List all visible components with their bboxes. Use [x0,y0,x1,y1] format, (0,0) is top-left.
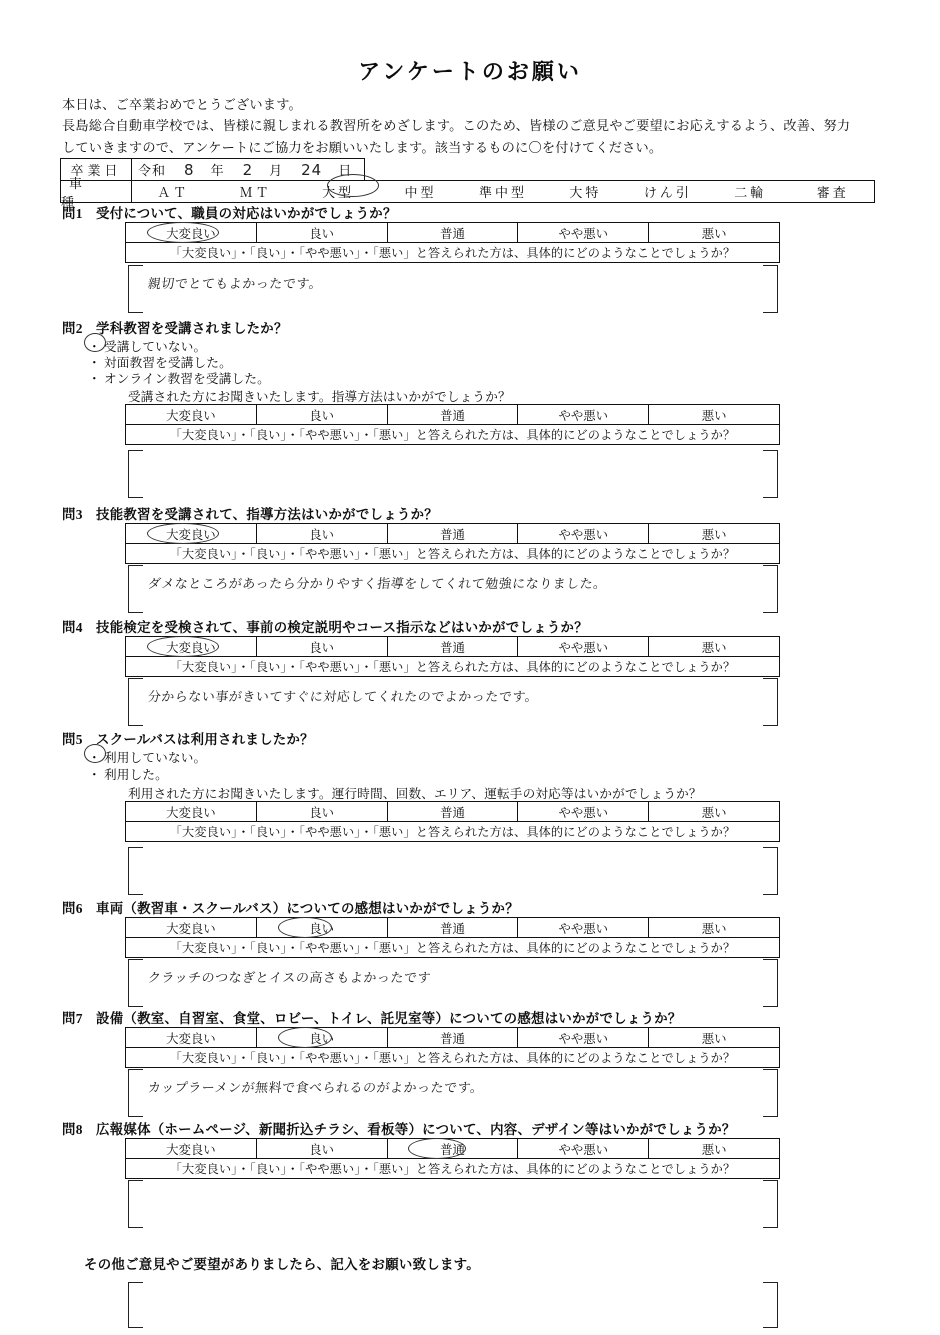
question-4-heading [62,617,588,636]
question-5-rating-table [125,801,780,842]
rating-option-somewhat-bad[interactable]: やや悪い [518,918,649,937]
vehicle-option-ogata[interactable]: 大型 [322,185,355,200]
rating-option-average[interactable]: 普通 [388,405,519,424]
followup-note: 「大変良い」・「良い」・「やや悪い」・「悪い」と答えられた方は、具体的にどのようなことでしょうか？ [126,1158,779,1178]
month-unit: 月 [269,163,284,178]
rating-option-good[interactable]: 良い [257,524,388,543]
rating-option-good[interactable]: 良い [257,802,388,821]
question-1-comment-box[interactable] [128,265,778,311]
rating-option-somewhat-bad[interactable]: やや悪い [518,524,649,543]
era-label: 令和 [138,163,167,178]
rating-options-row [126,802,779,821]
bracket-left [128,450,143,498]
question-5-text: スクールバスは利用されましたか？ [96,732,314,747]
day-value: 24 [301,160,323,179]
rating-option-good[interactable]: 良い [257,223,388,242]
vehicle-option-chugata[interactable]: 中型 [404,185,437,200]
question-2-choice-3-marker[interactable]: ・ [88,372,101,386]
year-value: 8 [184,160,195,179]
question-3-heading [62,504,438,523]
year-unit: 年 [210,163,225,178]
rating-option-good[interactable]: 良い [257,1028,388,1047]
rating-options-row [126,1028,779,1047]
rating-option-bad[interactable]: 悪い [701,408,727,423]
rating-option-somewhat-bad[interactable]: やや悪い [518,1139,649,1158]
bracket-right [763,1069,778,1117]
bracket-left [128,1069,143,1117]
vehicle-option-mt[interactable]: ＭＴ [239,185,272,200]
question-4-rating-table [125,636,780,677]
intro-line-1: 本日は、ご卒業おめでとうございます。 [62,97,302,112]
question-7-text: 設備（教室、自習室、食堂、ロビー、トイレ、託児室等）についての感想はいかがでしょうか？ [96,1011,682,1026]
question-1-answer: 親切でとてもよかったです。 [147,277,324,292]
intro-line-2: 長島総合自動車学校では、皆様に親しまれる教習所をめざします。このため、皆様のご意見やご要望にお応えするよう、改善、努力 [62,118,851,134]
rating-option-very-good[interactable]: 大変良い [126,918,257,937]
question-8-comment-box[interactable] [128,1180,778,1226]
question-1-heading [62,203,397,222]
rating-option-very-good[interactable]: 大変良い [126,524,257,543]
graduation-date-value [132,159,364,180]
question-2-choice-1[interactable]: 受講していない。 [104,340,207,354]
other-comments-label: その他ご意見やご要望がありましたら、記入をお願い致します。 [84,1257,480,1272]
rating-option-bad[interactable]: 悪い [701,1142,727,1157]
rating-option-good[interactable]: 良い [257,918,388,937]
question-2-choice-3[interactable]: オンライン教習を受講した。 [104,372,270,386]
bracket-right [763,847,778,895]
followup-note: 「大変良い」・「良い」・「やや悪い」・「悪い」と答えられた方は、具体的にどのようなことでしょうか？ [126,543,779,563]
rating-options-row [126,223,779,242]
bracket-right [763,1282,778,1328]
question-5-choice-1[interactable]: 利用していない。 [104,751,207,765]
followup-note: 「大変良い」・「良い」・「やや悪い」・「悪い」と答えられた方は、具体的にどのようなことでしょうか？ [126,656,779,676]
rating-option-bad[interactable]: 悪い [701,921,727,936]
bracket-left [128,678,143,726]
rating-option-bad[interactable]: 悪い [701,1031,727,1046]
vehicle-option-kenin[interactable]: けん引 [643,185,692,200]
question-1-text: 受付について、職員の対応はいかがでしょうか？ [96,206,397,221]
question-3-number: 問3 [62,507,83,522]
question-2-choice-1-marker[interactable]: ・ [88,340,101,354]
followup-note: 「大変良い」・「良い」・「やや悪い」・「悪い」と答えられた方は、具体的にどのようなことでしょうか？ [126,424,779,444]
question-4-text: 技能検定を受検されて、事前の検定説明やコース指示などはいかがでしょうか？ [96,620,588,635]
question-4-answer: 分からない事がきいてすぐに対応してくれたのでよかったです。 [147,690,540,705]
question-5-choice-1-marker[interactable]: ・ [88,751,101,765]
rating-option-good[interactable]: 良い [257,405,388,424]
question-5-comment-box[interactable] [128,847,778,893]
question-3-rating-table [125,523,780,564]
question-6-number: 問6 [62,901,83,916]
question-6-heading [62,898,519,917]
bracket-left [128,265,143,313]
question-3-answer: ダメなところがあったら分かりやすく指導をしてくれて勉強になりました。 [147,577,608,592]
header-table [60,158,875,210]
bracket-right [763,959,778,1007]
rating-option-average[interactable]: 普通 [388,223,519,242]
question-4-number: 問4 [62,620,83,635]
intro-paragraph [62,94,872,158]
vehicle-option-daitoku[interactable]: 大特 [569,185,602,200]
intro-line-3: していきますので、アンケートにご協力をお願いいたします。該当するものに〇を付けてください。 [62,139,663,155]
question-2-choice-2[interactable]: 対面教習を受講した。 [104,356,232,370]
question-2-rating-table [125,404,780,445]
question-8-rating-table [125,1138,780,1179]
vehicle-option-at[interactable]: ＡＴ [157,185,190,200]
question-8-number: 問8 [62,1122,83,1137]
rating-option-bad[interactable]: 悪い [701,226,727,241]
month-value: 2 [242,160,254,179]
bracket-left [128,1180,143,1228]
rating-option-very-good[interactable]: 大変良い [126,637,257,656]
vehicle-type-row [60,175,875,210]
rating-options-row [126,1139,779,1158]
bracket-right [763,265,778,313]
bracket-right [763,450,778,498]
question-7-number: 問7 [62,1011,83,1026]
rating-option-somewhat-bad[interactable]: やや悪い [518,802,649,821]
question-6-text: 車両（教習車・スクールバス）についての感想はいかがでしょうか？ [96,901,519,916]
bracket-left [128,565,143,613]
rating-option-average[interactable]: 普通 [388,918,519,937]
question-6-rating-table [125,917,780,958]
rating-option-average[interactable]: 普通 [388,802,519,821]
question-3-comment-box[interactable] [128,565,778,611]
page-title: アンケートのお願い [358,59,582,84]
other-comments-box[interactable] [128,1282,778,1326]
bracket-right [763,1180,778,1228]
question-7-heading [62,1008,682,1027]
rating-option-bad[interactable]: 悪い [701,527,727,542]
rating-option-bad[interactable]: 悪い [701,805,727,820]
rating-option-somewhat-bad[interactable]: やや悪い [518,637,649,656]
question-2-comment-box[interactable] [128,450,778,496]
rating-options-row [126,637,779,656]
question-8-text: 広報媒体（ホームページ、新聞折込チラシ、看板等）について、内容、デザイン等はいかがでしょうか？ [96,1122,736,1137]
question-4-comment-box[interactable] [128,678,778,724]
question-7-answer: カップラーメンが無料で食べられるのがよかったです。 [147,1081,485,1096]
vehicle-option-junchugata[interactable]: 準中型 [478,185,527,200]
followup-note: 「大変良い」・「良い」・「やや悪い」・「悪い」と答えられた方は、具体的にどのようなことでしょうか？ [126,821,779,841]
question-2-number: 問2 [62,321,83,336]
day-unit: 日 [338,163,353,178]
bracket-right [763,678,778,726]
rating-option-average[interactable]: 普通 [388,1139,519,1158]
bracket-left [128,1282,143,1328]
question-6-answer: クラッチのつなぎとイスの高さもよかったです [147,971,432,986]
vehicle-option-shinsa[interactable]: 審査 [816,185,849,200]
question-1-rating-table [125,222,780,263]
question-6-comment-box[interactable] [128,959,778,1005]
rating-option-average[interactable]: 普通 [388,1028,519,1047]
question-3-text: 技能教習を受講されて、指導方法はいかがでしょうか？ [96,507,438,522]
question-1-number: 問1 [62,206,83,221]
question-7-rating-table [125,1027,780,1068]
bracket-left [128,847,143,895]
question-5-lead-text: 利用された方にお聞きいたします。運行時間、回数、エリア、運転手の対応等はいかがでしょうか？ [128,787,702,801]
rating-option-good[interactable]: 良い [257,637,388,656]
question-2-choice-2-marker[interactable]: ・ [88,356,101,370]
vehicle-type-label: 車 種 [61,181,132,202]
rating-options-row [126,405,779,424]
question-2-text: 学科教習を受講されましたか？ [96,321,288,336]
rating-option-average[interactable]: 普通 [388,524,519,543]
question-2-heading [62,318,288,337]
question-5-number: 問5 [62,732,83,747]
graduation-date-label: 卒業日 [61,159,132,180]
rating-option-somewhat-bad[interactable]: やや悪い [518,1028,649,1047]
rating-options-row [126,524,779,543]
rating-option-bad[interactable]: 悪い [701,640,727,655]
rating-option-very-good[interactable]: 大変良い [126,802,257,821]
question-2-lead-text: 受講された方にお聞きいたします。指導方法はいかがでしょうか？ [128,390,511,404]
question-5-heading [62,729,314,748]
rating-option-somewhat-bad[interactable]: やや悪い [518,405,649,424]
question-7-comment-box[interactable] [128,1069,778,1115]
rating-option-somewhat-bad[interactable]: やや悪い [518,223,649,242]
question-5-choice-2[interactable]: 利用した。 [104,768,168,782]
bracket-left [128,959,143,1007]
rating-option-good[interactable]: 良い [257,1139,388,1158]
rating-option-very-good[interactable]: 大変良い [126,1139,257,1158]
followup-note: 「大変良い」・「良い」・「やや悪い」・「悪い」と答えられた方は、具体的にどのようなことでしょうか？ [126,1047,779,1067]
rating-options-row [126,918,779,937]
rating-option-very-good[interactable]: 大変良い [126,405,257,424]
question-5-choice-2-marker[interactable]: ・ [88,768,101,782]
rating-option-very-good[interactable]: 大変良い [126,223,257,242]
followup-note: 「大変良い」・「良い」・「やや悪い」・「悪い」と答えられた方は、具体的にどのようなことでしょうか？ [126,937,779,957]
vehicle-option-nirin[interactable]: 二輪 [734,185,767,200]
rating-option-very-good[interactable]: 大変良い [126,1028,257,1047]
followup-note: 「大変良い」・「良い」・「やや悪い」・「悪い」と答えられた方は、具体的にどのようなことでしょうか？ [126,242,779,262]
rating-option-average[interactable]: 普通 [388,637,519,656]
question-8-heading [62,1119,736,1138]
bracket-right [763,565,778,613]
